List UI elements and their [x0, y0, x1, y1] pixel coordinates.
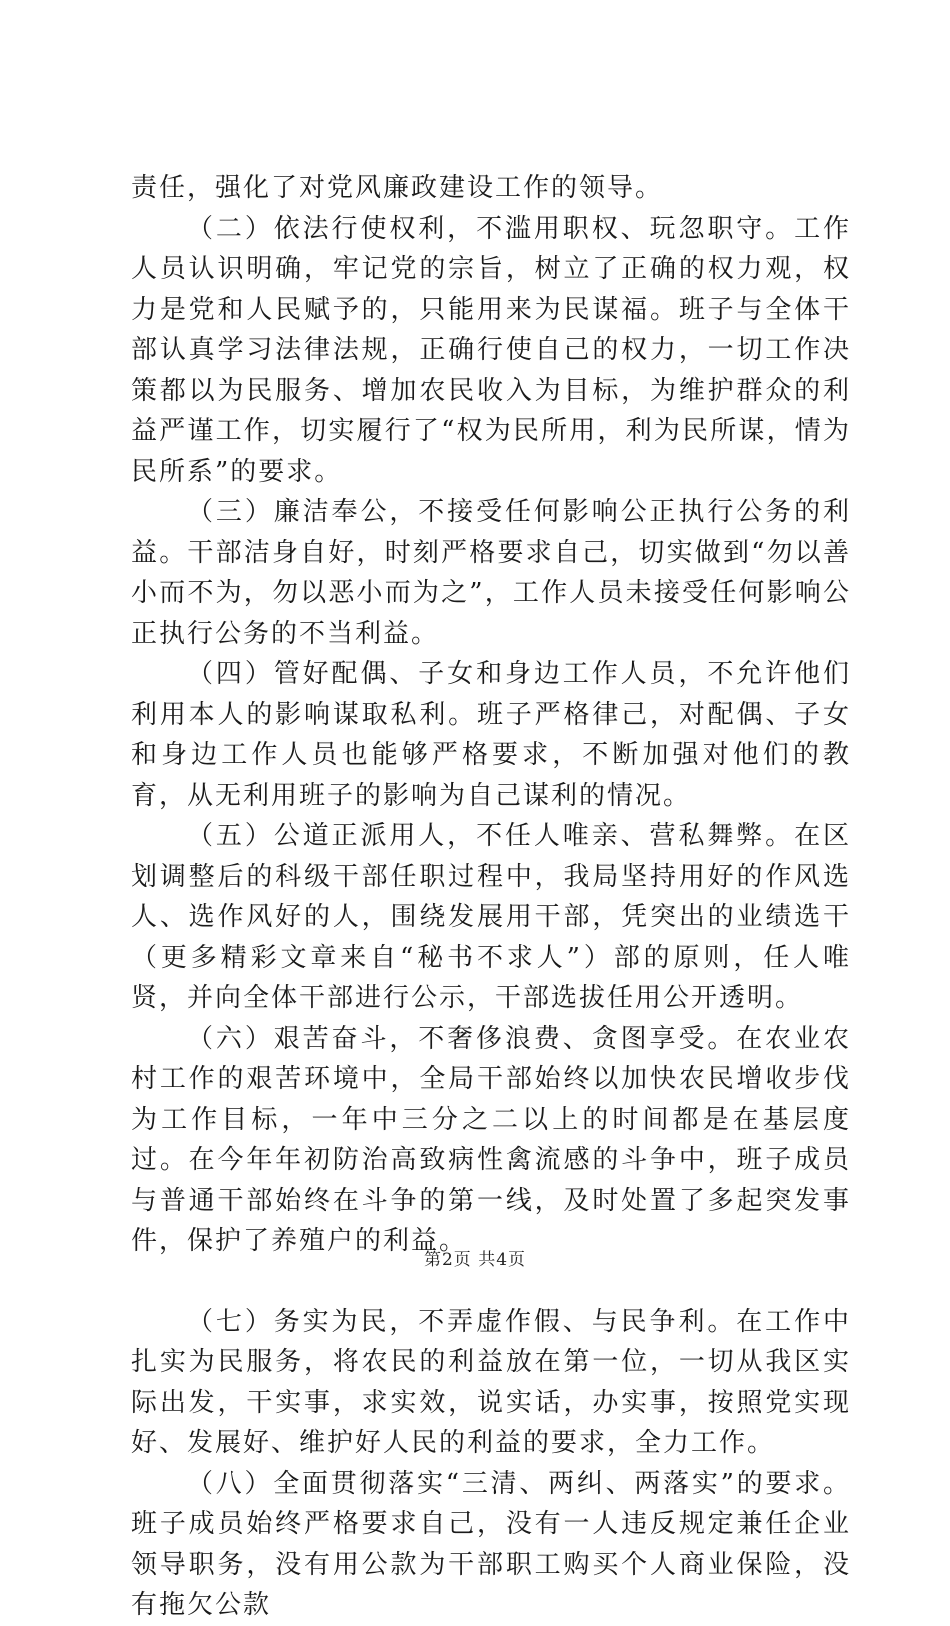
page-footer: 第2页 共4页 — [423, 1250, 527, 1270]
paragraph-item-4: （四）管好配偶、子女和身边工作人员，不允许他们利用本人的影响谋取私利。班子严格律己，对配偶、子女和身边工作人员也能够严格要求，不断加强对他们的教育，从无利用班子的影响为自己谋利的情况。 — [131, 659, 851, 811]
paragraph-item-8: （八）全面贯彻落实“三清、两纠、两落实”的要求。班子成员始终严格要求自己，没有一人违反规定兼任企业领导职务，没有用公款为干部职工购买个人商业保险，没有拖欠公款 — [131, 1468, 851, 1620]
paragraph-item-2: （二）依法行使权利，不滥用职权、玩忽职守。工作人员认识明确，牢记党的宗旨，树立了正确的权力观，权力是党和人民赋予的，只能用来为民谋福。班子与全体干部认真学习法律法规，正确行使自己的权力，一切工作决策都以为民服务、增加农民收入为目标，为维护群众的利益严谨工作，切实履行了“权为民所用，利为民所谋，情为民所系”的要求。 — [131, 213, 851, 487]
document-body — [131, 168, 851, 1626]
paragraph-continuation: 责任，强化了对党风廉政建设工作的领导。 — [131, 173, 664, 203]
paragraph-item-3: （三）廉洁奉公，不接受任何影响公正执行公务的利益。干部洁身自好，时刻严格要求自己，切实做到“勿以善小而不为，勿以恶小而为之”，工作人员未接受任何影响公正执行公务的不当利益。 — [131, 497, 851, 649]
paragraph-item-5: （五）公道正派用人，不任人唯亲、营私舞弊。在区划调整后的科级干部任职过程中，我局坚持用好的作风选人、选作风好的人，围绕发展用干部，凭突出的业绩选干（更多精彩文章来自“秘书不求人”）部的原则，任人唯贤，并向全体干部进行公示，干部选拔任用公开透明。 — [131, 821, 851, 1013]
paragraph-item-7: （七）务实为民，不弄虚作假、与民争利。在工作中扎实为民服务，将农民的利益放在第一位，一切从我区实际出发，干实事，求实效，说实话，办实事，按照党实现好、发展好、维护好人民的利益的要求，全力工作。 — [131, 1306, 851, 1458]
paragraph-item-6: （六）艰苦奋斗，不奢侈浪费、贪图享受。在农业农村工作的艰苦环境中，全局干部始终以加快农民增收步伐为工作目标，一年中三分之二以上的时间都是在基层度过。在今年年初防治高致病性禽流感的斗争中，班子成员与普通干部始终在斗争的第一线，及时处置了多起突发事件，保护了养殖户的利益。 — [131, 1023, 851, 1256]
